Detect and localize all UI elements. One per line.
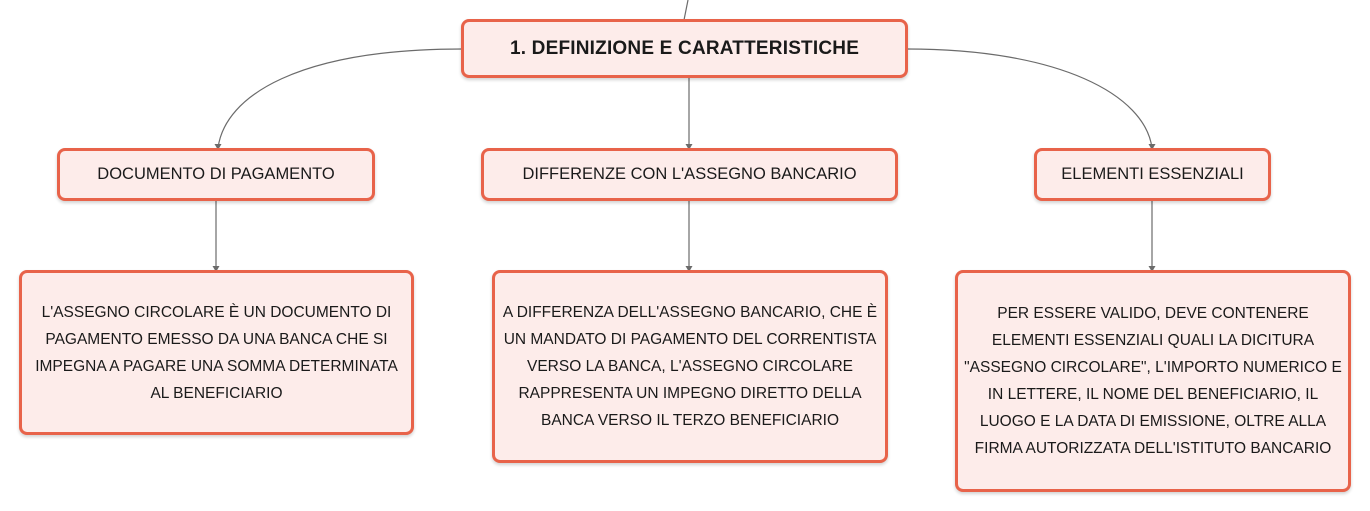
branch-label: ELEMENTI ESSENZIALI [1061, 165, 1244, 183]
connector-root-branch-3 [907, 49, 1152, 148]
branch-label: DIFFERENZE CON L'ASSEGNO BANCARIO [522, 165, 857, 183]
root-topic[interactable] [461, 19, 908, 78]
detail-elementi-essenziali[interactable] [955, 270, 1351, 492]
root-topic-title: 1. DEFINIZIONE E CARATTERISTICHE [509, 37, 860, 59]
detail-differenze-con-assegno-bancario[interactable] [492, 270, 888, 463]
connector-parent-root [684, 0, 688, 20]
branch-elementi-essenziali[interactable] [1034, 148, 1271, 201]
branch-differenze-con-assegno-bancario[interactable] [481, 148, 898, 201]
branch-documento-di-pagamento[interactable] [57, 148, 375, 201]
detail-text: L'ASSEGNO CIRCOLARE È UN DOCUMENTO DI PAGAMENTO EMESSO DA UNA BANCA CHE SI IMPEGNA A PAGARE UNA SOMMA DETERMINATA AL BENEFICIARIO [35, 303, 398, 402]
detail-text: A DIFFERENZA DELL'ASSEGNO BANCARIO, CHE È UN MANDATO DI PAGAMENTO DEL CORRENTISTA VERSO LA BANCA, L'ASSEGNO CIRCOLARE RAPPRESENTA UN IMPEGNO DIRETTO DELLA BANCA VERSO IL TERZO BENEFICIARIO [502, 304, 878, 429]
detail-documento-di-pagamento[interactable] [19, 270, 414, 435]
detail-text: PER ESSERE VALIDO, DEVE CONTENERE ELEMENTI ESSENZIALI QUALI LA DICITURA "ASSEGNO CIRCOLARE", L'IMPORTO NUMERICO E IN LETTERE, IL NOME DEL BENEFICIARIO, IL LUOGO E LA DATA DI EMISSIONE, OLTRE ALLA FIRMA AUTORIZZATA DELL'ISTITUTO BANCARIO [964, 305, 1342, 457]
connector-root-branch-1 [218, 49, 462, 148]
branch-label: DOCUMENTO DI PAGAMENTO [97, 165, 335, 183]
